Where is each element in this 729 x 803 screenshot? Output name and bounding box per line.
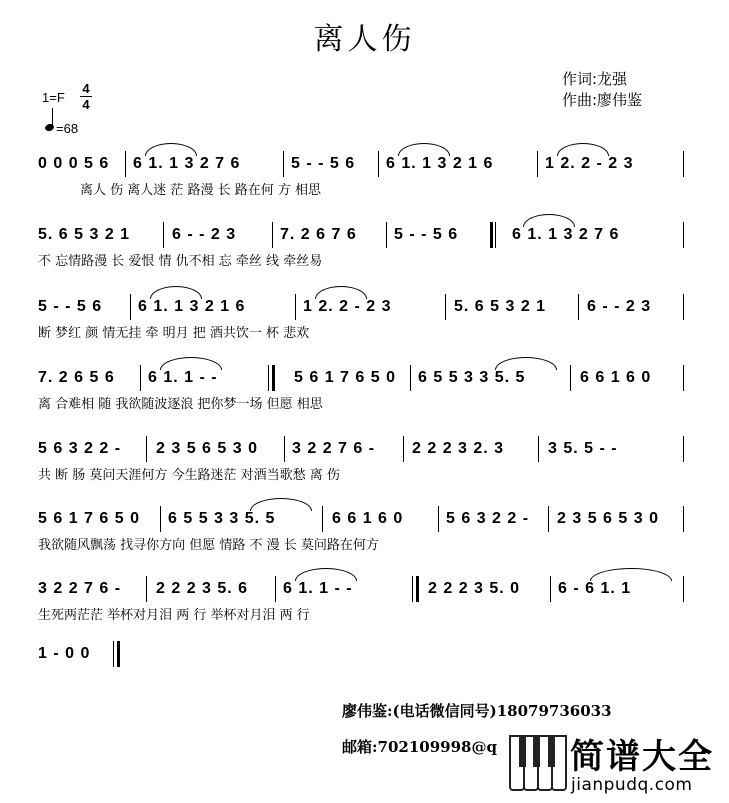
measure-3-1: 5 - - 5 6 (38, 298, 103, 315)
measure-7-2: 2 2 2 3 5. 6 (156, 580, 249, 597)
measure-5-3: 3 2 2 7 6 - (292, 440, 376, 457)
measure-2-2: 6 - - 2 3 (172, 226, 237, 243)
measure-6-4: 5 6 3 2 2 - (446, 510, 530, 527)
measure-7-5: 6 - 6 1. 1 (558, 580, 632, 597)
score-line-5 (0, 440, 729, 520)
score-line-1 (0, 155, 729, 235)
measure-5-2: 2 3 5 6 5 3 0 (156, 440, 258, 457)
measure-5-4: 2 2 2 3 2. 3 (412, 440, 505, 457)
key-signature: 1=F (42, 90, 65, 105)
measure-5-1: 5 6 3 2 2 - (38, 440, 122, 457)
measure-6-2: 6 5 5 3 3 5. 5 (168, 510, 276, 527)
lyrics-line-6: 我欲随风飘荡 找寻你方向 但愿 情路 不 漫 长 莫问路在何方 (38, 538, 379, 553)
measure-1-2: 6 1. 1 3 2 7 6 (133, 155, 241, 172)
measure-4-1: 7. 2 6 5 6 (38, 369, 115, 386)
lyrics-line-3: 断 梦红 颜 情无挂 牵 明月 把 酒共饮一 杯 悲欢 (38, 326, 310, 341)
lyrics-line-4: 离 合难相 随 我欲随波逐浪 把你梦一场 但愿 相思 (38, 397, 323, 412)
measure-8-1: 1 - 0 0 (38, 645, 91, 662)
measure-7-1: 3 2 2 7 6 - (38, 580, 122, 597)
lyricist-credit: 作词:龙强 (562, 70, 628, 88)
time-signature (80, 82, 92, 111)
tempo-marking: =68 (56, 121, 79, 136)
time-signature-bottom: 4 (82, 97, 90, 112)
measure-3-4: 5. 6 5 3 2 1 (454, 298, 547, 315)
quarter-note-icon (44, 123, 55, 133)
measure-3-2: 6 1. 1 3 2 1 6 (138, 298, 246, 315)
contact-info: 廖伟鉴:(电话微信同号)18079736033 (342, 702, 612, 720)
lyrics-line-1: 离人 伤 离人迷 茫 路漫 长 路在何 方 相思 (80, 183, 322, 198)
measure-6-3: 6 6 1 6 0 (332, 510, 404, 527)
measure-3-3: 1 2. 2 - 2 3 (303, 298, 392, 315)
watermark-url: jianpudq.com (571, 775, 693, 795)
score-line-3 (0, 298, 729, 378)
measure-1-5: 1 2. 2 - 2 3 (545, 155, 634, 172)
measure-6-1: 5 6 1 7 6 5 0 (38, 510, 140, 527)
measure-2-1: 5. 6 5 3 2 1 (38, 226, 131, 243)
jianpu-watermark-logo (505, 725, 727, 801)
lyrics-line-7: 生死两茫茫 举杯对月泪 两 行 举杯对月泪 两 行 (38, 608, 310, 623)
measure-2-5: 6 1. 1 3 2 7 6 (512, 226, 620, 243)
measure-2-3: 7. 2 6 7 6 (280, 226, 357, 243)
lyrics-line-5: 共 断 肠 莫问天涯何方 今生路迷茫 对酒当歌愁 离 伤 (38, 468, 340, 483)
lyrics-line-2: 不 忘情路漫 长 爱恨 情 仇不相 忘 牵丝 线 牵丝易 (38, 254, 323, 269)
measure-4-3: 5 6 1 7 6 5 0 (294, 369, 396, 386)
song-title: 离人伤 (313, 22, 416, 57)
measure-1-4: 6 1. 1 3 2 1 6 (386, 155, 494, 172)
measure-7-3: 6 1. 1 - - (283, 580, 353, 597)
measure-1-1: 0 0 0 5 6 (38, 155, 110, 172)
measure-4-5: 6 6 1 6 0 (580, 369, 652, 386)
measure-2-4: 5 - - 5 6 (394, 226, 459, 243)
score-line-4 (0, 369, 729, 449)
email-info: 邮箱:702109998@q (342, 738, 497, 756)
measure-4-4: 6 5 5 3 3 5. 5 (418, 369, 526, 386)
measure-1-3: 5 - - 5 6 (291, 155, 356, 172)
measure-5-5: 3 5. 5 - - (548, 440, 618, 457)
measure-7-4: 2 2 2 3 5. 0 (428, 580, 521, 597)
measure-6-5: 2 3 5 6 5 3 0 (557, 510, 659, 527)
watermark-title: 简谱大全 (570, 737, 714, 777)
composer-credit: 作曲:廖伟鉴 (562, 91, 643, 109)
measure-3-5: 6 - - 2 3 (587, 298, 652, 315)
time-signature-top: 4 (82, 81, 90, 96)
measure-4-2: 6 1. 1 - - (148, 369, 218, 386)
